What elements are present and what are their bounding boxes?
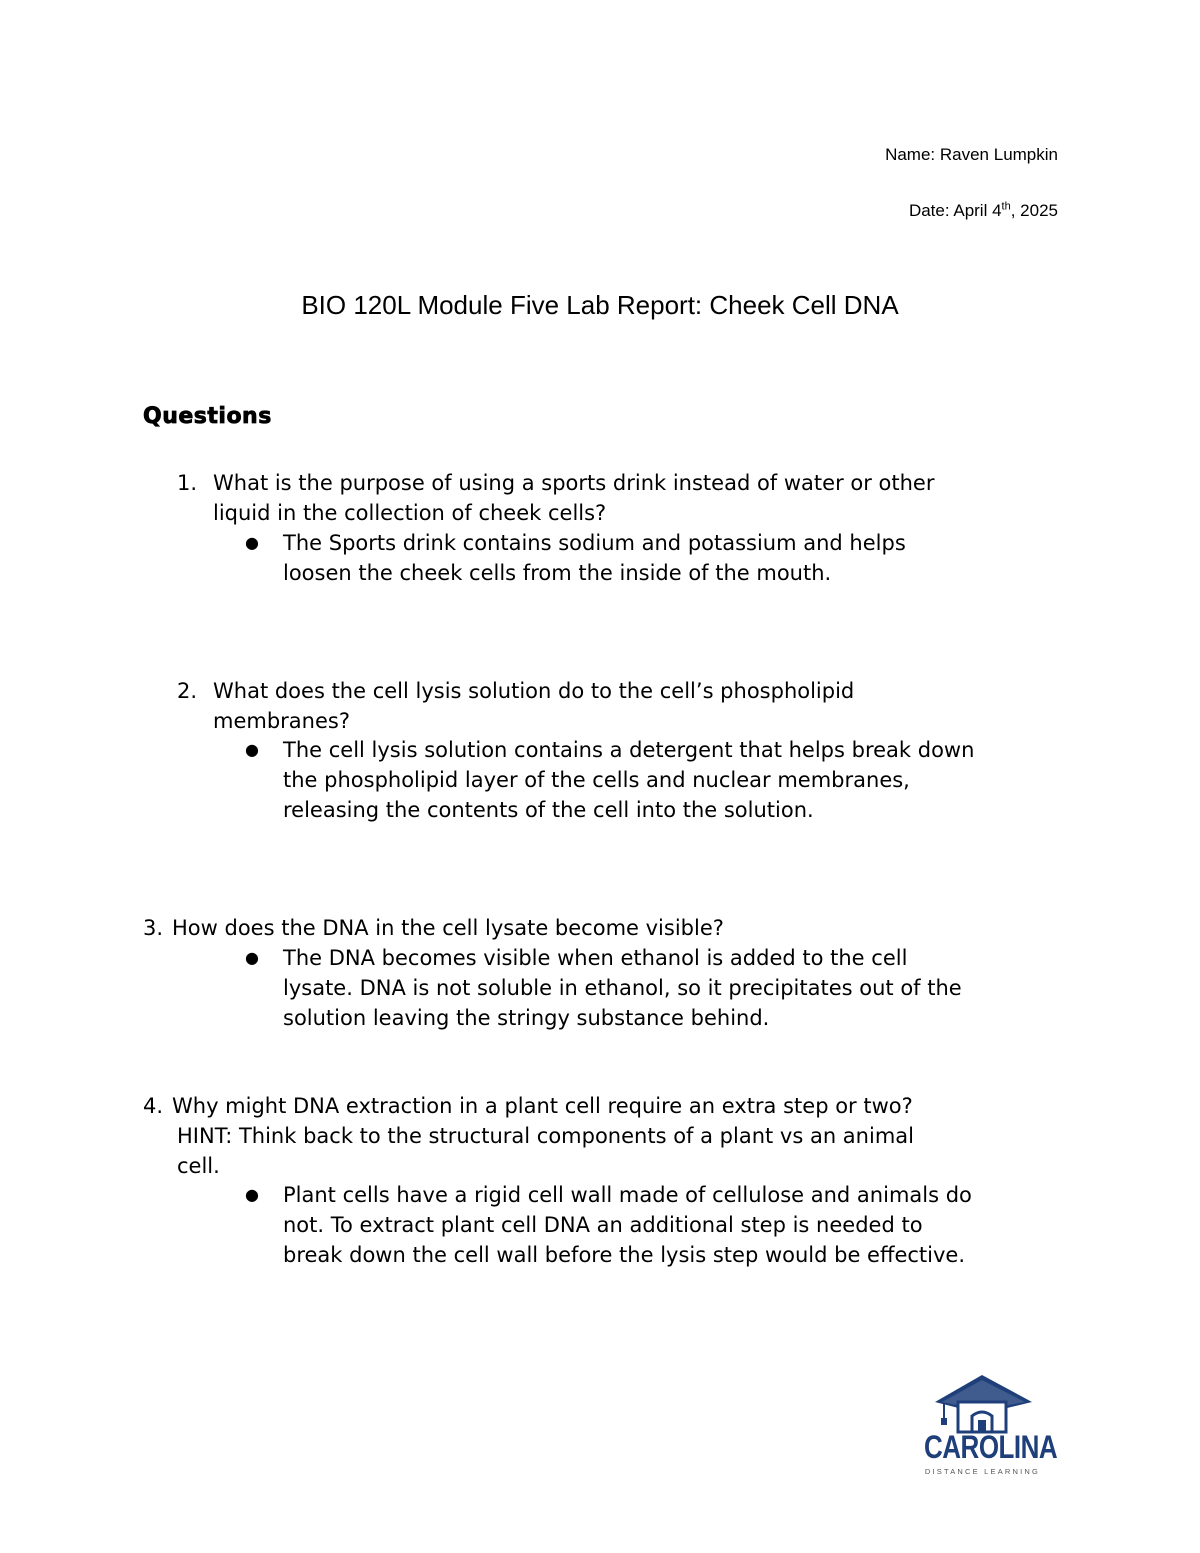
bullet-icon: ● (245, 740, 259, 759)
report-date (909, 201, 1058, 221)
answer-2 (245, 735, 975, 825)
answer-1 (245, 528, 906, 588)
bullet-icon: ● (245, 533, 259, 552)
question-line: How does the DNA in the cell lysate become visible? (172, 916, 724, 940)
answer-line: The DNA becomes visible when ethanol is added to the cell (283, 946, 908, 970)
section-heading: Questions (143, 404, 272, 429)
answer-line: not. To extract plant cell DNA an additional step is needed to (283, 1213, 923, 1237)
question-line: Why might DNA extraction in a plant cell require an extra step or two? (172, 1094, 913, 1118)
answer-line: Plant cells have a rigid cell wall made of cellulose and animals do (283, 1183, 972, 1207)
question-line: HINT: Think back to the structural components of a plant vs an animal (177, 1124, 914, 1148)
logo-wordmark: CAROLINA (924, 1428, 1058, 1466)
answer-line: The Sports drink contains sodium and potassium and helps (283, 531, 906, 555)
question-number: 2. (177, 679, 198, 703)
question-number: 4. (143, 1094, 164, 1118)
answer-line: loosen the cheek cells from the inside of the mouth. (283, 561, 832, 585)
date-superscript: th (1001, 200, 1011, 213)
question-line: What does the cell lysis solution do to the cell’s phospholipid (213, 679, 855, 703)
answer-line: The cell lysis solution contains a detergent that helps break down (283, 738, 975, 762)
answer-4 (245, 1180, 972, 1270)
answer-line: releasing the contents of the cell into the solution. (283, 798, 814, 822)
question-line: What is the purpose of using a sports drink instead of water or other (213, 471, 935, 495)
answer-line: solution leaving the stringy substance behind. (283, 1006, 770, 1030)
question-line: membranes? (213, 709, 350, 733)
bullet-icon: ● (245, 1185, 259, 1204)
answer-line: lysate. DNA is not soluble in ethanol, so it precipitates out of the (283, 976, 962, 1000)
question-line: cell. (177, 1154, 220, 1178)
question-number: 1. (177, 471, 198, 495)
question-number: 3. (143, 916, 164, 940)
student-name: Name: Raven Lumpkin (885, 145, 1058, 164)
logo-tagline: DISTANCE LEARNING (924, 1467, 1041, 1476)
bullet-icon: ● (245, 948, 259, 967)
answer-3 (245, 943, 962, 1033)
document-title: BIO 120L Module Five Lab Report: Cheek Cell DNA (301, 290, 899, 320)
answer-line: break down the cell wall before the lysis step would be effective. (283, 1243, 965, 1267)
date-suffix: , 2025 (1010, 201, 1058, 220)
carolina-logo (920, 1372, 1058, 1482)
question-line: liquid in the collection of cheek cells? (213, 501, 607, 525)
date-prefix: Date: April 4 (908, 201, 1002, 220)
answer-line: the phospholipid layer of the cells and nuclear membranes, (283, 768, 910, 792)
